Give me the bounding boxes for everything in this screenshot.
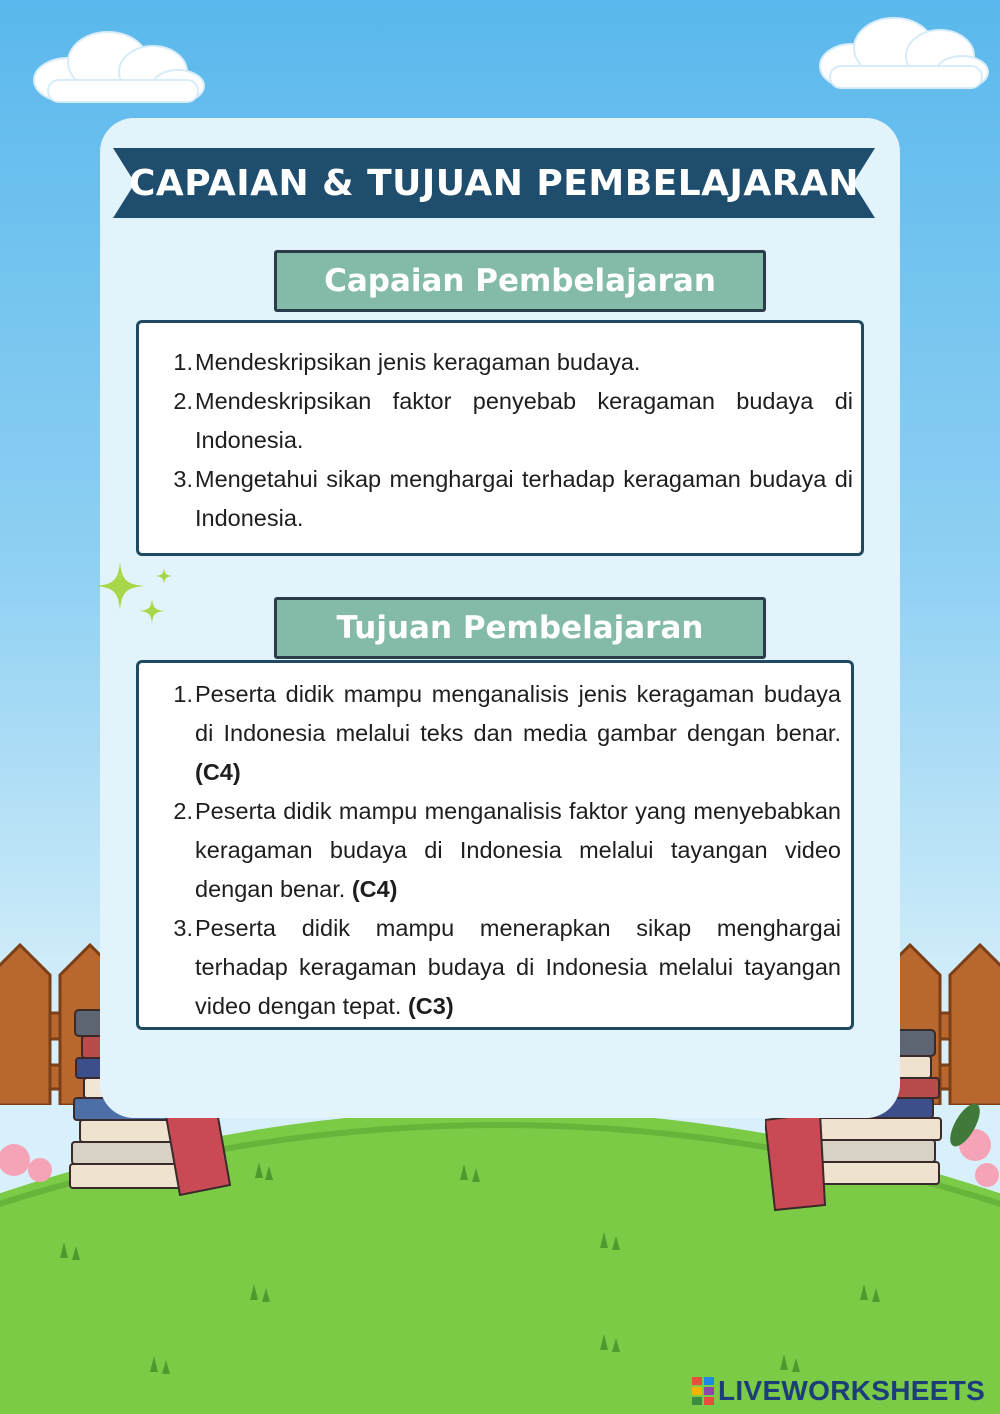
cognitive-level-badge: (C4)	[351, 876, 398, 902]
capaian-box	[136, 320, 864, 556]
cloud-left-decoration	[28, 28, 208, 108]
liveworksheets-brand-text: LIVEWORKSHEETS	[718, 1375, 986, 1406]
capaian-item: 1. Mendeskripsikan jenis keragaman budaya.	[173, 349, 641, 375]
tujuan-heading: Tujuan Pembelajaran	[274, 597, 766, 659]
tujuan-item: 1. Peserta didik mampu menganalisis jenis keragaman budaya di Indonesia melalui teks dan media gambar dengan benar. (C4)	[173, 681, 841, 785]
tujuan-item: 3. Peserta didik mampu menerapkan sikap menghargai terhadap keragaman budaya di Indonesia melalui tayangan video dengan tepat. (C3)	[173, 915, 841, 1019]
capaian-item: 2. Mendeskripsikan faktor penyebab keragaman budaya di Indonesia.	[173, 388, 853, 453]
capaian-list	[139, 343, 853, 538]
liveworksheets-brand[interactable]	[692, 1374, 985, 1408]
cloud-right-decoration	[812, 14, 992, 94]
capaian-heading: Capaian Pembelajaran	[274, 250, 766, 312]
cognitive-level-badge: (C4)	[195, 759, 241, 785]
cognitive-level-badge: (C3)	[407, 993, 454, 1019]
capaian-item: 3. Mengetahui sikap menghargai terhadap keragaman budaya di Indonesia.	[173, 466, 853, 531]
sparkle-icon	[96, 562, 176, 632]
tujuan-list	[139, 675, 841, 1026]
tujuan-box	[136, 660, 854, 1030]
tujuan-item: 2. Peserta didik mampu menganalisis faktor yang menyebabkan keragaman budaya di Indonesia melalui tayangan video dengan benar. (C4)	[173, 798, 841, 902]
liveworksheets-logo-icon	[692, 1377, 714, 1405]
page-title: CAPAIAN & TUJUAN PEMBELAJARAN	[129, 162, 859, 204]
